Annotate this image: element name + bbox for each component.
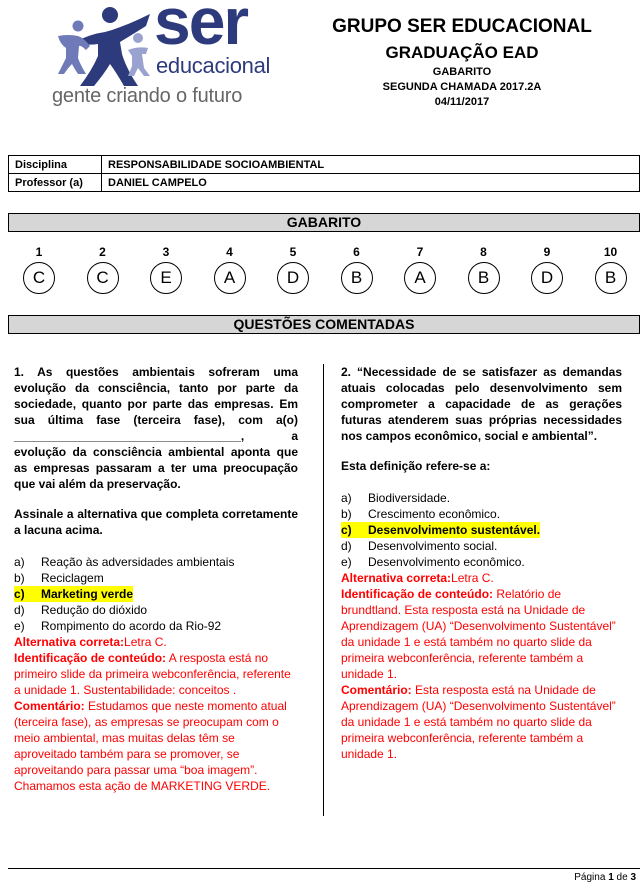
answer-number: 5 [289,245,297,259]
logo-tagline: gente criando o futuro [52,85,243,107]
answer-item [467,243,501,294]
content-value: Relatório de brundtland. Esta resposta está na Unidade de Aprendizagem (UA) “Desenvolvimento Sustentável” da unidade 1 e está também no quarto slide da primeira webconferência, referente também a unidade 1. [341,587,616,681]
option-text: Desenvolvimento sustentável. [368,523,541,537]
gabarito-section-bar: GABARITO [8,213,640,232]
answer-item [530,243,564,294]
answer-item [149,243,183,294]
footer-rule [8,868,640,869]
page-total: 3 [630,872,636,883]
option-a [14,554,298,570]
content-label: Identificação de conteúdo: [14,651,167,665]
discipline-label: Disciplina [9,156,102,174]
option-letter: c) [14,587,25,601]
correct-label: Alternativa correta: [341,571,452,585]
question-1-correct-answer [14,634,298,650]
answer-number: 6 [353,245,360,259]
option-b [341,506,622,522]
correct-label: Alternativa correta: [14,635,125,649]
org-title: GRUPO SER EDUCACIONAL [332,16,592,37]
page-word: Página [574,872,606,883]
option-a [341,490,622,506]
option-letter: a) [14,555,25,569]
answer-letter-circle: D [531,262,563,294]
option-text: Rompimento do acordo da Rio-92 [41,619,222,633]
content-label: Identificação de conteúdo: [341,587,494,601]
page-current: 1 [608,872,614,883]
answer-letter-circle: E [150,262,182,294]
option-text: Marketing verde [41,587,134,601]
question-2-comment [341,682,622,762]
question-2-instruction: Esta definição refere-se a: [341,459,491,473]
program-title: GRADUAÇÃO EAD [385,43,539,62]
option-text: Reciclagem [41,571,104,585]
answer-item [594,243,628,294]
answer-item [86,243,120,294]
comment-value: Estudamos que neste momento atual (terceira fase), as empresas se preocupam com o meio ambiental, mas muitas delas têm se aproveitado também para se promover, se aproveitando para passar uma “boa imagem”. Chamamos esta ação de MARKETING VERDE. [14,699,287,793]
answer-letter-circle: A [214,262,246,294]
option-c-correct [341,522,622,538]
correct-option-highlight [341,522,540,538]
question-1-comment [14,698,298,794]
question-2-correct-answer [341,570,622,586]
exam-date: 04/11/2017 [434,96,490,108]
answer-letter-circle: B [341,262,373,294]
option-e [341,554,622,570]
correct-value: Letra C. [124,635,167,649]
comments-section-bar: QUESTÕES COMENTADAS [8,315,640,334]
question-1-options [14,554,298,634]
answer-number: 8 [480,245,487,259]
question-2-stem: 2. “Necessidade de se satisfazer as demandas atuais colocadas pelo desenvolvimento sem comprometer a capacidade de as gerações futuras atenderem suas próprias necessidades nos campos econômico, social e ambiental”. [341,365,622,443]
answer-item [403,243,437,294]
logo-figures-icon [50,2,160,92]
option-text: Desenvolvimento econômico. [368,555,525,569]
answer-letter-circle: B [595,262,627,294]
answer-letter-circle: C [87,262,119,294]
option-letter: d) [14,603,25,617]
option-text: Crescimento econômico. [368,507,501,521]
question-1-stem: 1. As questões ambientais sofreram uma evolução da consciência, tanto por parte da sociedade, quanto por parte das empresas. Em sua última fase (terceira fase), com a(o) __________________________________, a evolução da consciência ambiental aponta que as empresas passaram a ter uma preocupação que vai além da preservação. [14,365,298,491]
column-divider [323,364,324,816]
option-b [14,570,298,586]
comment-value: Esta resposta está na Unidade de Aprendizagem (UA) “Desenvolvimento Sustentável” da unidade 1 e está também no quarto slide da primeira webconferência, referente também a unidade 1. [341,683,616,761]
correct-value: Letra C. [451,571,494,585]
of-word: de [616,872,628,883]
option-text: Redução do dióxido [41,603,148,617]
discipline-row [9,156,640,174]
question-2-options [341,490,622,570]
answer-item [22,243,56,294]
option-letter: b) [341,507,352,521]
answer-letter-circle: A [404,262,436,294]
answer-letter-circle: B [468,262,500,294]
option-d [14,602,298,618]
option-c-correct [14,586,298,602]
ser-educacional-logo [50,0,271,114]
option-letter: a) [341,491,352,505]
answer-key-row [18,243,634,303]
answer-number: 10 [603,245,618,259]
answer-letter-circle: C [23,262,55,294]
answer-number: 9 [543,245,551,259]
option-letter: d) [341,539,352,553]
option-text: Reação às adversidades ambientais [41,555,235,569]
comment-label: Comentário: [341,683,412,697]
answer-number: 3 [162,245,170,259]
option-letter: c) [341,523,352,537]
question-1-content-id [14,650,298,698]
course-info-table [8,155,640,192]
discipline-value: RESPONSABILIDADE SOCIOAMBIENTAL [102,156,640,174]
question-2-content-id [341,586,622,682]
logo-brand: ser [154,0,248,58]
exam-session: SEGUNDA CHAMADA 2017.2A [382,81,542,93]
answer-item [213,243,247,294]
answer-number: 4 [226,245,233,259]
option-d [341,538,622,554]
question-1-instruction: Assinale a alternativa que completa corretamente a lacuna acima. [14,507,298,537]
question-2 [341,364,622,762]
answer-number: 2 [99,245,106,259]
option-letter: e) [14,619,25,633]
answer-letter-circle: D [277,262,309,294]
doc-type: GABARITO [432,66,492,78]
option-text: Desenvolvimento social. [368,539,498,553]
page-counter [574,872,636,883]
professor-row [9,174,640,192]
answer-number: 1 [35,245,43,259]
option-e [14,618,298,634]
content-value: A resposta está no primeiro slide da primeira webconferência, referente a unidade 1. Sustentabilidade: conceitos . [14,651,291,697]
question-1 [14,364,298,794]
logo-subbrand: educacional [156,53,271,78]
answer-number: 7 [416,245,424,259]
option-letter: b) [14,571,25,585]
professor-label: Professor (a) [9,174,102,192]
comment-label: Comentário: [14,699,85,713]
professor-value: DANIEL CAMPELO [102,174,640,192]
answer-item [276,243,310,294]
correct-option-highlight [14,586,133,602]
option-letter: e) [341,555,352,569]
option-text: Biodiversidade. [368,491,451,505]
answer-item [340,243,374,294]
